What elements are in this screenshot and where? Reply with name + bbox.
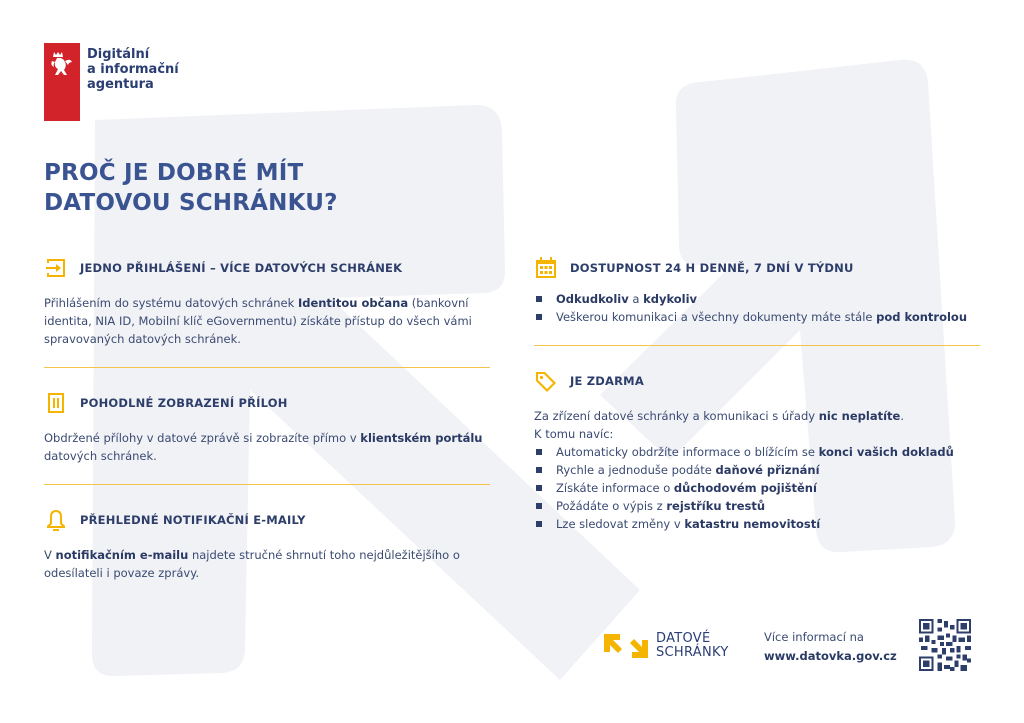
logo-line: a informační: [87, 62, 179, 77]
section-divider: [534, 345, 980, 346]
list-item: [534, 515, 980, 533]
section-availability: [534, 256, 980, 326]
section-title: DOSTUPNOST 24 H DENNĚ, 7 DNÍ V TÝDNU: [570, 261, 854, 275]
section-header: [534, 256, 980, 280]
text-emphasis: kdykoliv: [643, 292, 698, 306]
bullet-list: [534, 443, 980, 533]
section-header: [534, 369, 980, 393]
section-title: PŘEHLEDNÉ NOTIFIKAČNÍ E-MAILY: [80, 513, 306, 527]
text-fragment: V: [44, 548, 56, 562]
qr-code-icon[interactable]: [919, 619, 971, 671]
text-emphasis: nic neplatíte: [818, 409, 901, 423]
text-emphasis: Identitou občana: [297, 296, 409, 310]
text-fragment: (bankovní identita, NIA ID, Mobilní klíč eGovernmentu) získáte přístup do všech vámi spravovaných datových schránek.: [44, 296, 472, 346]
website-link[interactable]: www.datovka.gov.cz: [764, 649, 897, 663]
text-fragment: Získáte informace o: [556, 481, 674, 495]
more-info-label: Více informací na: [764, 630, 864, 644]
section-attachments: [44, 391, 490, 465]
text-fragment: Automaticky obdržíte informace o blížícím se: [556, 445, 819, 459]
text-fragment: Obdržené přílohy v datové zprávě si zobrazíte přímo v: [44, 431, 361, 445]
section-header: [44, 256, 490, 280]
text-emphasis: klientském portálu: [360, 431, 483, 445]
bell-notification-icon: [44, 508, 68, 532]
list-item: [534, 497, 980, 515]
brand-line: DATOVÉ: [656, 631, 711, 646]
text-fragment: najdete stručné shrnutí toho nejdůležitějšího o odesílateli i povaze zprávy.: [44, 548, 460, 580]
section-header: [44, 391, 490, 415]
list-item: [534, 443, 980, 461]
logo-line: Digitální: [87, 47, 150, 62]
text-fragment: Za zřízení datové schránky a komunikaci s úřady: [534, 409, 819, 423]
datove-schranky-arrow-icon: [604, 632, 648, 660]
text-fragment: .: [900, 409, 904, 423]
text-fragment: Požádáte o výpis z: [556, 499, 667, 513]
right-column: [534, 256, 980, 533]
section-text: [44, 294, 490, 348]
price-tag-icon: [534, 369, 558, 393]
list-item: [534, 461, 980, 479]
section-title: JEDNO PŘIHLÁŠENÍ – VÍCE DATOVÝCH SCHRÁNEK: [80, 261, 403, 275]
left-column: [44, 256, 490, 582]
logo-line: agentura: [87, 77, 154, 92]
datove-schranky-logo: [604, 632, 729, 660]
section-divider: [44, 484, 490, 485]
text-fragment: Veškerou komunikaci a všechny dokumenty máte stále: [556, 310, 877, 324]
text-emphasis: notifikačním e-mailu: [55, 548, 189, 562]
calendar-icon: [534, 256, 558, 280]
text-fragment: datových schránek.: [44, 449, 157, 463]
section-header: [44, 508, 490, 532]
text-fragment: Přihlášením do systému datových schránek: [44, 296, 298, 310]
list-item: [534, 479, 980, 497]
brand-name: [656, 632, 729, 660]
section-text: [44, 429, 490, 465]
section-single-login: [44, 256, 490, 348]
section-text: [534, 407, 980, 443]
dia-logo: [44, 43, 179, 121]
text-fragment: a: [628, 292, 644, 306]
section-free: [534, 369, 980, 533]
text-fragment: Rychle a jednoduše podáte: [556, 463, 716, 477]
more-info: [764, 628, 897, 666]
bullet-list: [534, 290, 980, 326]
login-arrow-icon: [44, 256, 68, 280]
page-title-line: PROČ JE DOBRÉ MÍT: [44, 160, 304, 186]
brand-line: SCHRÁNKY: [656, 645, 729, 660]
logo-text: [87, 47, 179, 92]
text-fragment: Lze sledovat změny v: [556, 517, 685, 531]
text-emphasis: rejstříku trestů: [666, 499, 766, 513]
text-emphasis: pod kontrolou: [876, 310, 968, 324]
section-title: POHODLNÉ ZOBRAZENÍ PŘÍLOH: [80, 396, 288, 410]
page-title: [44, 158, 338, 218]
text-emphasis: konci vašich dokladů: [818, 445, 954, 459]
text-emphasis: Odkudkoliv: [556, 292, 629, 306]
section-divider: [44, 367, 490, 368]
list-item: [534, 290, 980, 308]
text-emphasis: daňové přiznání: [715, 463, 820, 477]
coat-of-arms-lion-icon: [44, 43, 80, 121]
attachment-document-icon: [44, 391, 68, 415]
list-item: [534, 308, 980, 326]
text-emphasis: důchodovém pojištění: [673, 481, 817, 495]
section-text: [44, 546, 490, 582]
page-title-line: DATOVOU SCHRÁNKU?: [44, 190, 338, 216]
section-notifications: [44, 508, 490, 582]
section-title: JE ZDARMA: [570, 374, 644, 388]
text-fragment: K tomu navíc:: [534, 427, 614, 441]
text-emphasis: katastru nemovitostí: [684, 517, 821, 531]
